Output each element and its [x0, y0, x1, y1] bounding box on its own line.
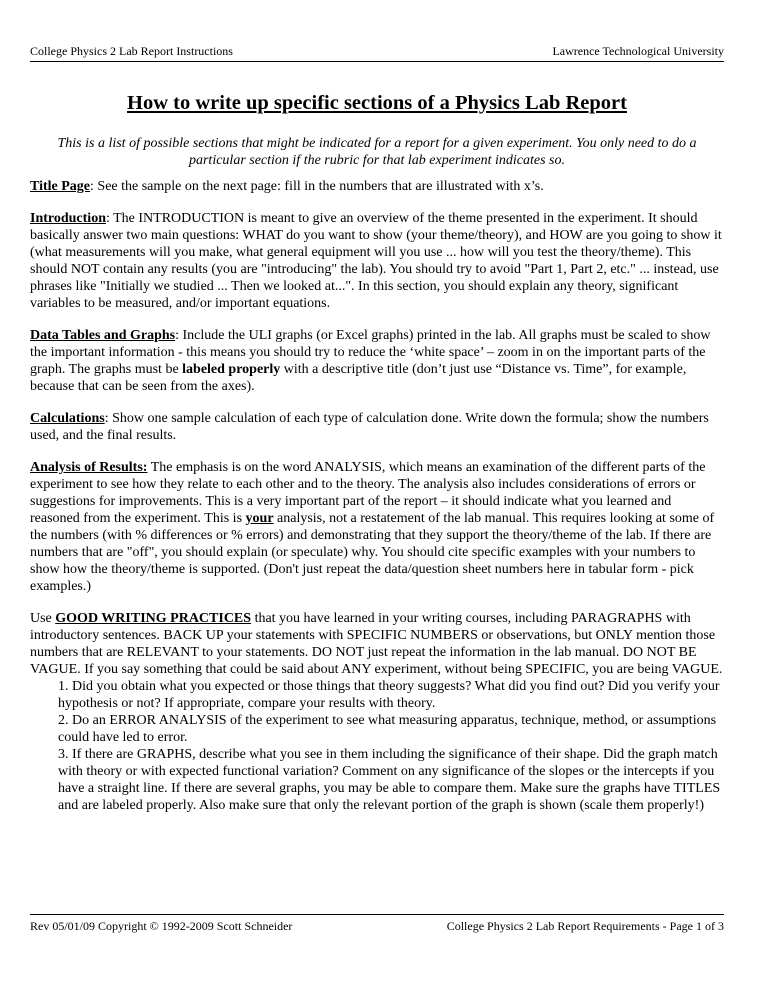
section-label: GOOD WRITING PRACTICES [55, 611, 252, 626]
section-label: Data Tables and Graphs [30, 328, 176, 343]
footer-page-number: College Physics 2 Lab Report Requirements - Page 1 of 3 [446, 919, 724, 933]
section-text: The emphasis is on the word ANALYSIS, which means an examination of the different parts of the experiment to see how they relate to each other and to the theory. The analysis also includes considerations of errors or suggestions for improvements. This is a very important part of the report – it should indicate what you learned and reasoned from the experiment. This is [30, 460, 706, 526]
section-analysis [30, 459, 724, 595]
section-text: The INTRODUCTION is meant to give an overview of the theme presented in the experiment. It should basically answer two main questions: WHAT do you want to show (your theme/theory), and HOW are you going to show it (what measurements will you make, what general equipment will you use ... how will you test the theory/theme). This should NOT contain any results (you are "introducing" the lab). You should try to avoid "Part 1, Part 2, etc." ... instead, use phrases like "Initially we studied ... Then we looked at...". In this section, you should explain any theory, significant variables to be measured, and/or important equations. [30, 211, 722, 311]
footer-copyright: Rev 05/01/09 Copyright © 1992-2009 Scott Schneider [30, 919, 293, 933]
page-header [30, 44, 724, 62]
list-item: 2. Do an ERROR ANALYSIS of the experiment to see what measuring apparatus, technique, method, or assumptions could have led to error. [58, 713, 717, 745]
section-text: See the sample on the next page: fill in the numbers that are illustrated with x’s. [93, 179, 544, 194]
document-body [30, 178, 724, 814]
document-title: How to write up specific sections of a Physics Lab Report [127, 92, 627, 114]
page-footer [30, 914, 724, 935]
section-title-page [30, 178, 724, 195]
section-writing [30, 610, 724, 814]
writing-paragraph [30, 610, 724, 678]
colon: : [105, 211, 110, 226]
section-text: analysis, not a restatement of the lab manual. This requires looking at some of the numbers (with % differences or % errors) and demonstrating that they support the theory/theme of the lab. If there are numbers that are "off", you should explain (or speculate) why. You should cite specific examples with your numbers to show how the theory/theme is supported. (Don't just repeat the data/question sheet numbers here in tabular form - pick examples.) [30, 511, 715, 594]
intro-note: This is a list of possible sections that might be indicated for a report for a given experiment. You only need to do a particular section if the rubric for that lab experiment indicates so. [57, 136, 697, 168]
list-item: 3. If there are GRAPHS, describe what you see in them including the significance of their shape. Did the graph match with theory or with expected functional variation? Comment on any significance of the slopes or the intercepts if you have a straight line. If there are several graphs, you may be able to compare them. Make sure the graphs have TITLES and are labeled properly. Also make sure that only the relevant portion of the graph is shown (scale them properly!) [58, 747, 721, 813]
section-label: Analysis of Results: [30, 460, 148, 475]
section-text: Include the ULI graphs (or Excel graphs) printed in the lab. All graphs must be scaled to show the important information - this means you should try to reduce the ‘white space’ – zoom in on the important parts of the graph. The graphs must be [30, 328, 711, 377]
section-label: Calculations [30, 411, 105, 426]
emphasis-text: your [245, 511, 274, 526]
section-text: Show one sample calculation of each type of calculation done. Write down the formula; show the numbers used, and the final results. [30, 411, 709, 443]
colon: : [90, 179, 94, 194]
colon: : [104, 411, 109, 426]
section-introduction [30, 210, 724, 312]
section-label: Title Page [30, 179, 91, 194]
section-text: Use [30, 611, 56, 626]
section-label: Introduction [30, 211, 106, 226]
list-item: 1. Did you obtain what you expected or those things that theory suggests? What did you find out? Did you verify your hypothesis or not? If appropriate, compare your results with theory. [58, 679, 720, 711]
header-course: College Physics 2 Lab Report Instructions [30, 44, 233, 58]
colon: : [175, 328, 179, 343]
section-text: with a descriptive title (don’t just use “Distance vs. Time”, for example, because that can be seen from the axes). [30, 362, 687, 394]
section-data-tables [30, 327, 724, 395]
section-text: that you have learned in your writing courses, including PARAGRAPHS with introductory sentences. BACK UP your statements with SPECIFIC NUMBERS or observations, but ONLY mention those numbers that are RELEVANT to your statements. DO NOT just repeat the information in the lab manual. DO NOT BE VAGUE. If you say something that could be said about ANY experiment, without being SPECIFIC, you are being VAGUE. [30, 611, 723, 677]
emphasis-text: labeled properly [182, 362, 281, 377]
writing-list [30, 678, 724, 814]
section-calculations [30, 410, 724, 444]
header-university: Lawrence Technological University [552, 44, 724, 58]
